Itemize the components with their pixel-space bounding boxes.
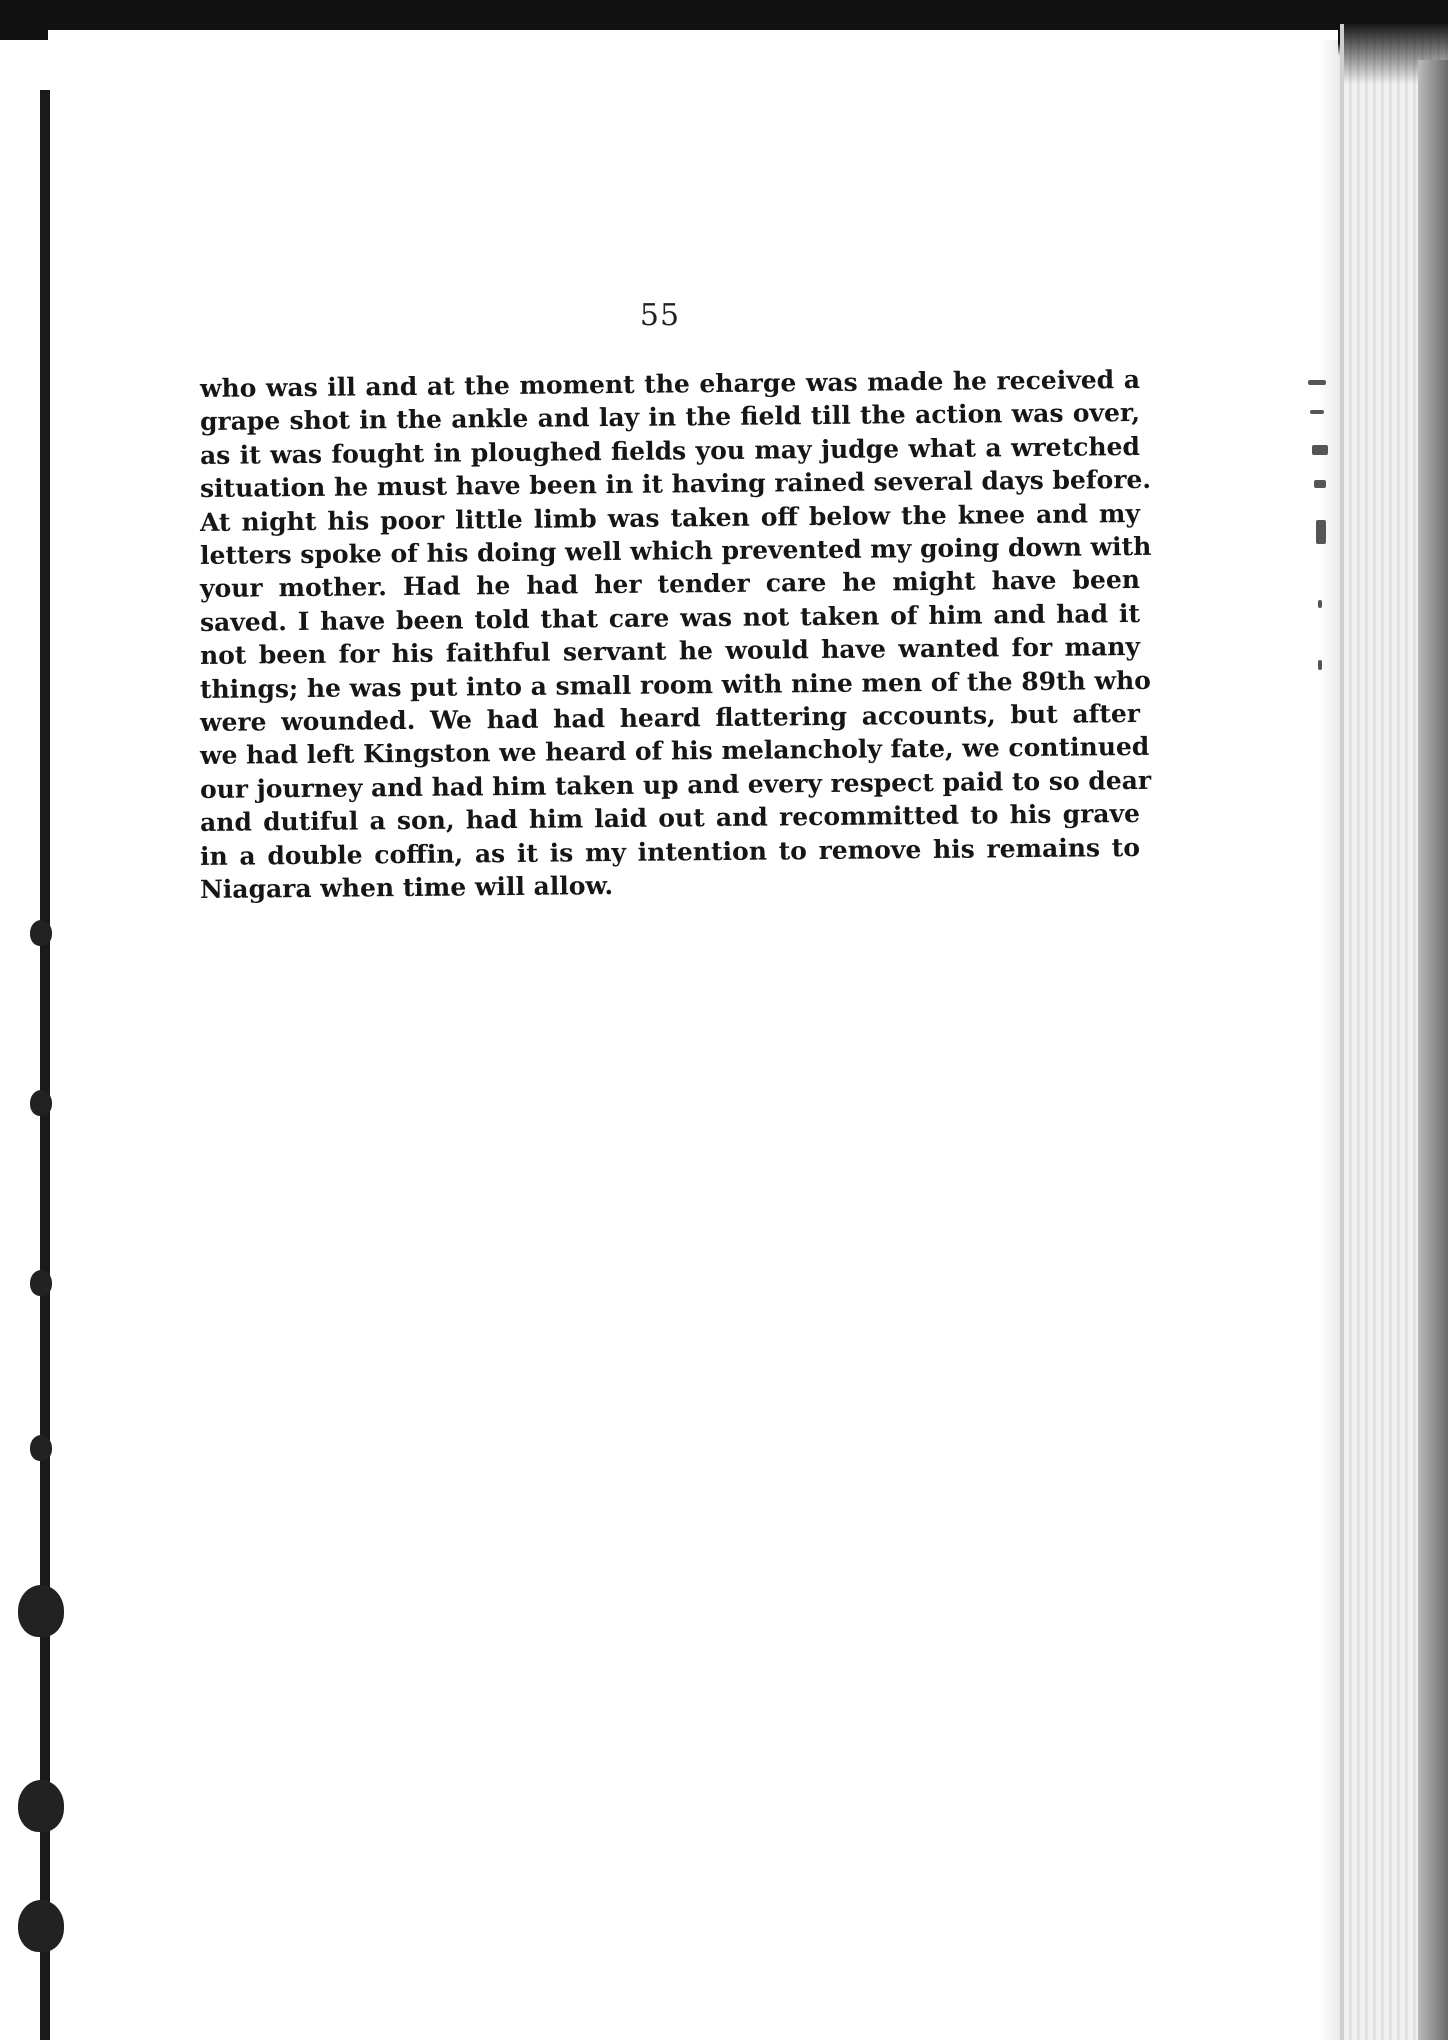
binding-ornament xyxy=(30,920,52,946)
text-line: were wounded. We had had heard flattering accounts, but after xyxy=(199,699,1141,738)
text-line: and dutiful a son, had him laid out and recommitted to his grave xyxy=(199,799,1141,838)
binding-ornament xyxy=(30,1435,52,1461)
text-line: not been for his faithful servant he would have wanted for many xyxy=(199,632,1141,671)
text-line: your mother. Had he had her tender care he might have been xyxy=(199,565,1141,604)
text-line: who was ill and at the moment the eharge was made he received a xyxy=(199,364,1141,403)
binding-ornament xyxy=(18,1585,64,1637)
bleed-through-mark xyxy=(1310,410,1324,414)
text-line: grape shot in the ankle and lay in the field till the action was over, xyxy=(199,398,1141,437)
page-number: 55 xyxy=(639,298,681,333)
body-text xyxy=(199,364,1152,907)
bleed-through-mark xyxy=(1312,445,1328,455)
binding-ornament xyxy=(30,1090,52,1116)
book-binding xyxy=(0,40,58,2040)
binding-ornament xyxy=(18,1900,64,1952)
text-line: things; he was put into a small room with nine men of the 89th who xyxy=(199,665,1151,704)
text-line: At night his poor little limb was taken off below the knee and my xyxy=(199,498,1141,537)
text-line: our journey and had him taken up and every respect paid to so dear xyxy=(199,765,1152,804)
text-line: situation he must have been in it having rained several days before. xyxy=(199,465,1152,504)
text-line: letters spoke of his doing well which prevented my going down with xyxy=(199,531,1152,571)
bleed-through-mark xyxy=(1318,600,1322,608)
bleed-through-mark xyxy=(1318,660,1322,670)
binding-ornament xyxy=(18,1780,64,1832)
text-line: in a double coffin, as it is my intention to remove his remains to xyxy=(199,832,1141,871)
text-line: saved. I have been told that care was not taken of him and had it xyxy=(199,598,1141,637)
text-line: we had left Kingston we heard of his melancholy fate, we continued xyxy=(199,732,1150,771)
bleed-through-mark xyxy=(1308,380,1326,385)
binding-ornament xyxy=(30,1270,52,1296)
bleed-through-mark xyxy=(1316,520,1326,544)
text-line: Niagara when time will allow. xyxy=(199,871,614,905)
binding-spine-line xyxy=(40,90,50,2040)
scan-right-border xyxy=(1418,60,1448,2040)
bleed-through-mark xyxy=(1314,480,1326,488)
text-line: as it was fought in ploughed fields you may judge what a wretched xyxy=(199,431,1141,470)
